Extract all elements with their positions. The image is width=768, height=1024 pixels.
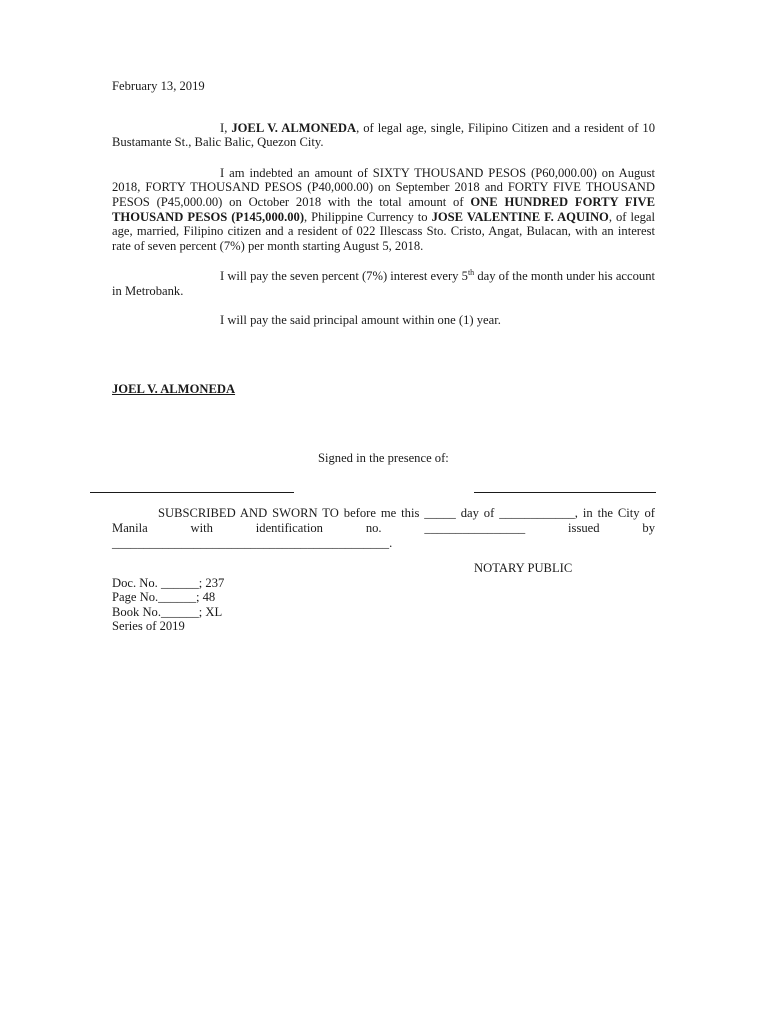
witness-signature-lines <box>112 472 655 502</box>
jurat-paragraph: SUBSCRIBED AND SWORN TO before me this _____ day of ____________, in the City of Manila with identification no. ________________ issued by ____________________________________________. <box>112 506 655 550</box>
notary-public-label: NOTARY PUBLIC <box>474 561 573 576</box>
document-page <box>112 79 655 634</box>
document-date: February 13, 2019 <box>112 79 205 93</box>
presence-label: Signed in the presence of: <box>318 450 449 465</box>
principal-paragraph: I will pay the said principal amount within one (1) year. <box>220 312 501 327</box>
series-year: Series of 2019 <box>112 619 185 634</box>
witness-line-left <box>90 492 294 493</box>
book-number: Book No.______; XL <box>112 604 223 619</box>
notarial-records <box>112 576 655 634</box>
debt-paragraph: I am indebted an amount of SIXTY THOUSAND PESOS (P60,000.00) on August 2018, FORTY THOUSAND PESOS (P40,000.00) on September 2018 and FORTY FIVE THOUSAND PESOS (P45,000.00) on October 2018 with the total amount of ONE HUNDRED FORTY FIVE THOUSAND PESOS (P145,000.00), Philippine Currency to JOSE VALENTINE F. AQUINO, of legal age, married, Filipino citizen and a resident of 022 Illescass Sto. Cristo, Angat, Bulacan, with an interest rate of seven percent (7%) per month starting August 5, 2018. <box>112 165 655 253</box>
creditor-name: JOSE VALENTINE F. AQUINO <box>431 209 609 224</box>
witness-line-right <box>474 492 656 493</box>
intro-paragraph: I, JOEL V. ALMONEDA, of legal age, single, Filipino Citizen and a resident of 10 Bustamante St., Balic Balic, Quezon City. <box>112 120 655 150</box>
interest-paragraph: I will pay the seven percent (7%) interest every 5th day of the month under his account in Metrobank. <box>112 268 655 298</box>
affiant-name: JOEL V. ALMONEDA <box>231 120 357 135</box>
signatory-name: JOEL V. ALMONEDA <box>112 382 236 397</box>
total-amount: ONE HUNDRED FORTY FIVE THOUSAND PESOS (P145,000.00) <box>112 194 655 224</box>
page-number: Page No.______; 48 <box>112 590 216 605</box>
doc-number: Doc. No. ______; 237 <box>112 575 225 590</box>
